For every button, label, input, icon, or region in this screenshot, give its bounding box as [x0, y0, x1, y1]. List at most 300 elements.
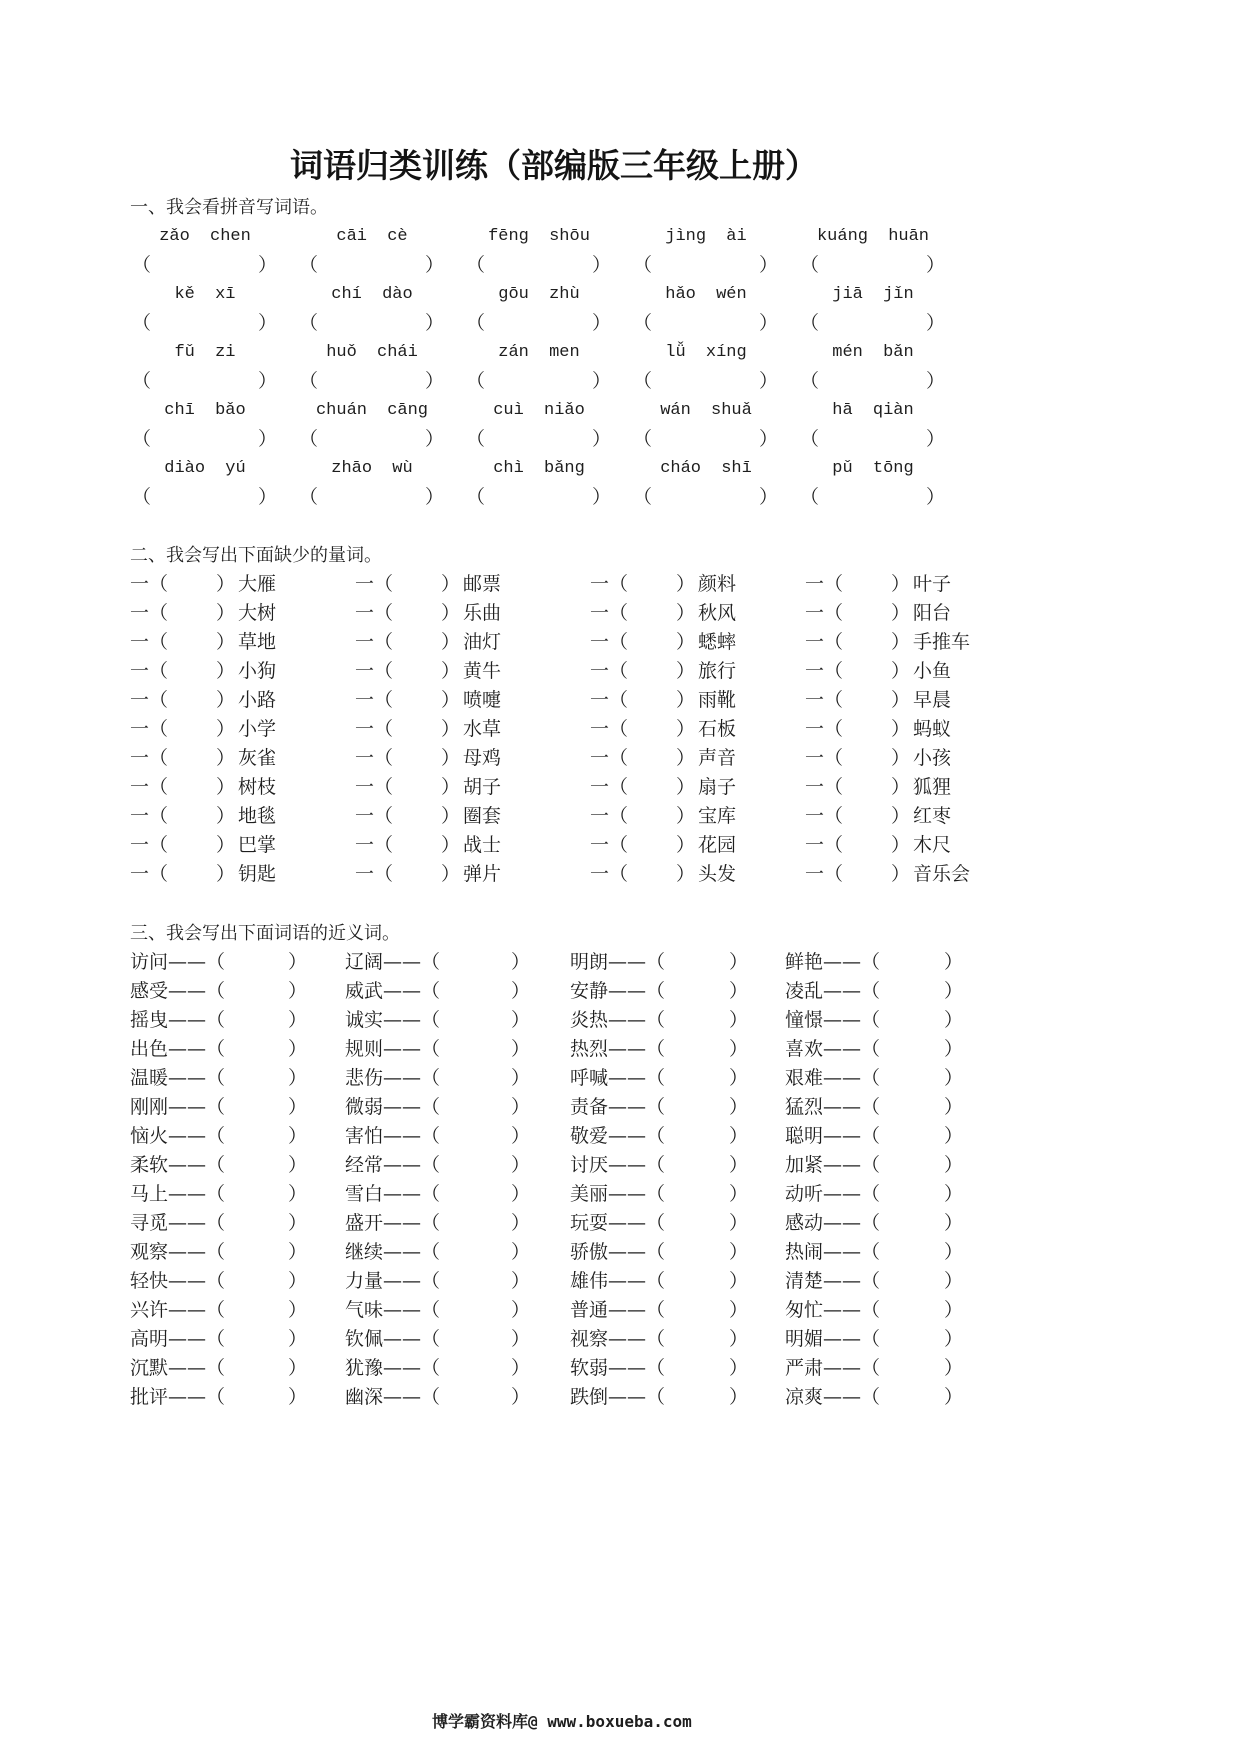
measure-word-prefix: 一（: [590, 689, 629, 711]
source-word: 雄伟: [570, 1270, 609, 1292]
noun-word: 石板: [698, 718, 737, 740]
noun-word: 战士: [463, 834, 502, 856]
pinyin-text: kě xī: [174, 285, 236, 304]
answer-bracket-close: ）: [729, 1299, 749, 1321]
answer-bracket-close: ）: [891, 834, 911, 856]
answer-bracket-close: ）: [592, 254, 612, 276]
answer-bracket-close: ）: [926, 254, 946, 276]
answer-bracket-close: ）: [729, 1038, 749, 1060]
noun-word: 小学: [238, 718, 277, 740]
answer-bracket-close: ）: [425, 370, 445, 392]
synonym-prefix: ——（: [383, 951, 441, 973]
answer-bracket-open: （: [633, 370, 653, 392]
source-word: 普通: [570, 1299, 609, 1321]
answer-bracket-close: ）: [891, 776, 911, 798]
synonym-prefix: ——（: [383, 1241, 441, 1263]
noun-word: 地毯: [238, 805, 277, 827]
answer-bracket-close: ）: [216, 602, 236, 624]
measure-word-prefix: 一（: [130, 602, 169, 624]
answer-bracket-close: ）: [511, 1386, 531, 1408]
answer-bracket-close: ）: [216, 573, 236, 595]
synonym-prefix: ——（: [608, 1270, 666, 1292]
synonym-prefix: ——（: [823, 980, 881, 1002]
measure-word-prefix: 一（: [590, 602, 629, 624]
answer-bracket-open: （: [299, 312, 319, 334]
answer-bracket-close: ）: [216, 747, 236, 769]
measure-word-prefix: 一（: [805, 689, 844, 711]
source-word: 害怕: [345, 1125, 384, 1147]
measure-word-prefix: 一（: [355, 863, 394, 885]
answer-bracket-close: ）: [216, 631, 236, 653]
answer-bracket-close: ）: [926, 312, 946, 334]
measure-word-prefix: 一（: [355, 747, 394, 769]
noun-word: 音乐会: [913, 863, 971, 885]
answer-bracket-close: ）: [944, 951, 964, 973]
answer-bracket-close: ）: [288, 1299, 308, 1321]
answer-bracket-close: ）: [288, 1183, 308, 1205]
synonym-prefix: ——（: [383, 1270, 441, 1292]
measure-word-prefix: 一（: [590, 573, 629, 595]
answer-bracket-close: ）: [676, 631, 696, 653]
measure-word-prefix: 一（: [130, 805, 169, 827]
answer-bracket-close: ）: [511, 1009, 531, 1031]
noun-word: 扇子: [698, 776, 737, 798]
answer-bracket-close: ）: [729, 1009, 749, 1031]
answer-bracket-close: ）: [729, 1154, 749, 1176]
measure-word-prefix: 一（: [130, 776, 169, 798]
source-word: 钦佩: [345, 1328, 384, 1350]
synonym-prefix: ——（: [608, 1328, 666, 1350]
pinyin-text: jìng ài: [665, 227, 747, 246]
synonym-prefix: ——（: [823, 951, 881, 973]
noun-word: 秋风: [698, 602, 737, 624]
measure-word-prefix: 一（: [805, 776, 844, 798]
answer-bracket-close: ）: [288, 1096, 308, 1118]
noun-word: 狐狸: [913, 776, 952, 798]
answer-bracket-close: ）: [288, 1009, 308, 1031]
synonym-prefix: ——（: [608, 1386, 666, 1408]
answer-bracket-close: ）: [676, 747, 696, 769]
pinyin-text: fēng shōu: [488, 227, 590, 246]
source-word: 憧憬: [785, 1009, 824, 1031]
answer-bracket-close: ）: [891, 718, 911, 740]
measure-word-prefix: 一（: [590, 863, 629, 885]
source-word: 犹豫: [345, 1357, 384, 1379]
answer-bracket-close: ）: [729, 1328, 749, 1350]
answer-bracket-close: ）: [511, 1212, 531, 1234]
answer-bracket-close: ）: [511, 1125, 531, 1147]
answer-bracket-open: （: [800, 312, 820, 334]
answer-bracket-close: ）: [729, 1270, 749, 1292]
source-word: 微弱: [345, 1096, 384, 1118]
pinyin-text: fǔ zi: [174, 343, 236, 362]
answer-bracket-close: ）: [288, 1154, 308, 1176]
synonym-prefix: ——（: [168, 1299, 226, 1321]
page-title: 词语归类训练（部编版三年级上册）: [290, 146, 818, 185]
answer-bracket-close: ）: [441, 747, 461, 769]
answer-bracket-open: （: [132, 486, 152, 508]
answer-bracket-close: ）: [511, 951, 531, 973]
answer-bracket-close: ）: [759, 312, 779, 334]
measure-word-prefix: 一（: [130, 573, 169, 595]
answer-bracket-close: ）: [759, 254, 779, 276]
answer-bracket-close: ）: [511, 1270, 531, 1292]
answer-bracket-close: ）: [441, 660, 461, 682]
answer-bracket-open: （: [800, 370, 820, 392]
measure-word-prefix: 一（: [355, 834, 394, 856]
synonym-prefix: ——（: [383, 1357, 441, 1379]
pinyin-text: diào yú: [164, 459, 246, 478]
measure-word-prefix: 一（: [805, 863, 844, 885]
noun-word: 花园: [698, 834, 737, 856]
synonym-prefix: ——（: [383, 980, 441, 1002]
noun-word: 声音: [698, 747, 737, 769]
answer-bracket-close: ）: [511, 1154, 531, 1176]
answer-bracket-close: ）: [511, 1357, 531, 1379]
answer-bracket-open: （: [132, 254, 152, 276]
answer-bracket-close: ）: [944, 1067, 964, 1089]
synonym-prefix: ——（: [168, 1038, 226, 1060]
noun-word: 钥匙: [238, 863, 277, 885]
answer-bracket-close: ）: [729, 1125, 749, 1147]
noun-word: 水草: [463, 718, 502, 740]
noun-word: 头发: [698, 863, 737, 885]
answer-bracket-close: ）: [216, 805, 236, 827]
noun-word: 喷嚏: [463, 689, 502, 711]
measure-word-prefix: 一（: [805, 660, 844, 682]
source-word: 轻快: [130, 1270, 169, 1292]
synonym-prefix: ——（: [823, 1096, 881, 1118]
source-word: 猛烈: [785, 1096, 824, 1118]
source-word: 聪明: [785, 1125, 824, 1147]
source-word: 兴许: [130, 1299, 169, 1321]
answer-bracket-open: （: [800, 486, 820, 508]
measure-word-prefix: 一（: [805, 631, 844, 653]
synonym-prefix: ——（: [823, 1183, 881, 1205]
synonym-prefix: ——（: [383, 1328, 441, 1350]
answer-bracket-close: ）: [944, 1299, 964, 1321]
noun-word: 旅行: [698, 660, 737, 682]
answer-bracket-close: ）: [944, 1328, 964, 1350]
answer-bracket-close: ）: [288, 1386, 308, 1408]
measure-word-prefix: 一（: [355, 718, 394, 740]
answer-bracket-close: ）: [288, 980, 308, 1002]
synonym-prefix: ——（: [823, 1299, 881, 1321]
pinyin-text: chì bǎng: [493, 459, 585, 478]
source-word: 刚刚: [130, 1096, 169, 1118]
synonym-prefix: ——（: [823, 1038, 881, 1060]
answer-bracket-close: ）: [759, 486, 779, 508]
answer-bracket-close: ）: [944, 1386, 964, 1408]
measure-word-prefix: 一（: [590, 805, 629, 827]
measure-word-prefix: 一（: [355, 631, 394, 653]
source-word: 清楚: [785, 1270, 824, 1292]
answer-bracket-close: ）: [425, 428, 445, 450]
answer-bracket-close: ）: [258, 486, 278, 508]
answer-bracket-open: （: [132, 370, 152, 392]
source-word: 凉爽: [785, 1386, 824, 1408]
answer-bracket-close: ）: [891, 689, 911, 711]
source-word: 观察: [130, 1241, 169, 1263]
answer-bracket-close: ）: [288, 1241, 308, 1263]
answer-bracket-close: ）: [425, 254, 445, 276]
answer-bracket-close: ）: [676, 805, 696, 827]
measure-word-prefix: 一（: [355, 805, 394, 827]
answer-bracket-close: ）: [944, 1038, 964, 1060]
noun-word: 手推车: [913, 631, 971, 653]
pinyin-text: hǎo wén: [665, 285, 747, 304]
noun-word: 红枣: [913, 805, 952, 827]
source-word: 加紧: [785, 1154, 824, 1176]
noun-word: 宝库: [698, 805, 737, 827]
noun-word: 雨靴: [698, 689, 737, 711]
synonym-prefix: ——（: [608, 1009, 666, 1031]
answer-bracket-close: ）: [729, 1096, 749, 1118]
noun-word: 小鱼: [913, 660, 952, 682]
answer-bracket-close: ）: [729, 980, 749, 1002]
answer-bracket-close: ）: [441, 631, 461, 653]
footer-watermark: 博学霸资料库@ www.boxueba.com: [432, 1712, 692, 1731]
source-word: 高明: [130, 1328, 169, 1350]
noun-word: 阳台: [913, 602, 952, 624]
source-word: 马上: [130, 1183, 169, 1205]
measure-word-prefix: 一（: [590, 718, 629, 740]
measure-word-prefix: 一（: [130, 689, 169, 711]
source-word: 呼喊: [570, 1067, 609, 1089]
source-word: 寻觅: [130, 1212, 169, 1234]
synonym-prefix: ——（: [168, 1386, 226, 1408]
noun-word: 弹片: [463, 863, 502, 885]
measure-word-prefix: 一（: [805, 805, 844, 827]
synonym-prefix: ——（: [823, 1067, 881, 1089]
answer-bracket-open: （: [466, 486, 486, 508]
answer-bracket-close: ）: [759, 370, 779, 392]
source-word: 雪白: [345, 1183, 384, 1205]
pinyin-text: zhāo wù: [331, 459, 413, 478]
answer-bracket-close: ）: [891, 573, 911, 595]
source-word: 规则: [345, 1038, 384, 1060]
pinyin-text: chī bǎo: [164, 401, 246, 420]
answer-bracket-close: ）: [592, 312, 612, 334]
measure-word-prefix: 一（: [130, 863, 169, 885]
synonym-prefix: ——（: [608, 980, 666, 1002]
pinyin-text: mén bǎn: [832, 343, 914, 362]
synonym-prefix: ——（: [608, 1299, 666, 1321]
answer-bracket-close: ）: [944, 1212, 964, 1234]
answer-bracket-close: ）: [729, 1212, 749, 1234]
measure-word-prefix: 一（: [130, 660, 169, 682]
synonym-prefix: ——（: [823, 1009, 881, 1031]
synonym-prefix: ——（: [608, 1067, 666, 1089]
answer-bracket-close: ）: [511, 1328, 531, 1350]
synonym-prefix: ——（: [383, 1212, 441, 1234]
answer-bracket-close: ）: [676, 689, 696, 711]
source-word: 跌倒: [570, 1386, 609, 1408]
answer-bracket-close: ）: [511, 1038, 531, 1060]
pinyin-text: cháo shī: [660, 459, 752, 478]
source-word: 柔软: [130, 1154, 169, 1176]
synonym-prefix: ——（: [608, 1241, 666, 1263]
section-2-heading: 二、我会写出下面缺少的量词。: [130, 545, 382, 566]
synonym-prefix: ——（: [168, 1096, 226, 1118]
pinyin-text: hā qiàn: [832, 401, 914, 420]
measure-word-prefix: 一（: [130, 747, 169, 769]
source-word: 艰难: [785, 1067, 824, 1089]
measure-word-prefix: 一（: [805, 747, 844, 769]
pinyin-text: gōu zhù: [498, 285, 580, 304]
answer-bracket-close: ）: [944, 1009, 964, 1031]
answer-bracket-open: （: [299, 428, 319, 450]
source-word: 责备: [570, 1096, 609, 1118]
measure-word-prefix: 一（: [590, 660, 629, 682]
synonym-prefix: ——（: [823, 1357, 881, 1379]
source-word: 软弱: [570, 1357, 609, 1379]
synonym-prefix: ——（: [168, 1270, 226, 1292]
synonym-prefix: ——（: [168, 1212, 226, 1234]
answer-bracket-open: （: [299, 254, 319, 276]
source-word: 幽深: [345, 1386, 384, 1408]
source-word: 诚实: [345, 1009, 384, 1031]
synonym-prefix: ——（: [168, 1125, 226, 1147]
answer-bracket-close: ）: [216, 834, 236, 856]
answer-bracket-close: ）: [288, 1125, 308, 1147]
noun-word: 木尺: [913, 834, 952, 856]
source-word: 盛开: [345, 1212, 384, 1234]
source-word: 热烈: [570, 1038, 609, 1060]
answer-bracket-close: ）: [891, 863, 911, 885]
pinyin-text: lǚ xíng: [665, 343, 747, 362]
synonym-prefix: ——（: [383, 1125, 441, 1147]
measure-word-prefix: 一（: [355, 689, 394, 711]
pinyin-text: pǔ tōng: [832, 459, 914, 478]
answer-bracket-close: ）: [258, 254, 278, 276]
source-word: 出色: [130, 1038, 169, 1060]
source-word: 热闹: [785, 1241, 824, 1263]
answer-bracket-close: ）: [258, 370, 278, 392]
measure-word-prefix: 一（: [805, 718, 844, 740]
source-word: 沉默: [130, 1357, 169, 1379]
source-word: 访问: [130, 951, 169, 973]
source-word: 骄傲: [570, 1241, 609, 1263]
answer-bracket-close: ）: [926, 486, 946, 508]
synonym-prefix: ——（: [823, 1270, 881, 1292]
answer-bracket-open: （: [633, 254, 653, 276]
source-word: 讨厌: [570, 1154, 609, 1176]
source-word: 凌乱: [785, 980, 824, 1002]
source-word: 感动: [785, 1212, 824, 1234]
source-word: 喜欢: [785, 1038, 824, 1060]
answer-bracket-open: （: [800, 428, 820, 450]
measure-word-prefix: 一（: [590, 631, 629, 653]
answer-bracket-close: ）: [216, 660, 236, 682]
pinyin-text: wán shuǎ: [660, 401, 752, 420]
measure-word-prefix: 一（: [590, 776, 629, 798]
noun-word: 小孩: [913, 747, 952, 769]
synonym-prefix: ——（: [168, 951, 226, 973]
answer-bracket-close: ）: [891, 805, 911, 827]
answer-bracket-close: ）: [944, 1241, 964, 1263]
noun-word: 草地: [238, 631, 277, 653]
source-word: 严肃: [785, 1357, 824, 1379]
noun-word: 大雁: [238, 573, 277, 595]
source-word: 安静: [570, 980, 609, 1002]
synonym-prefix: ——（: [383, 1067, 441, 1089]
answer-bracket-close: ）: [288, 1038, 308, 1060]
answer-bracket-close: ）: [511, 980, 531, 1002]
answer-bracket-close: ）: [926, 370, 946, 392]
measure-word-prefix: 一（: [130, 834, 169, 856]
pinyin-text: kuáng huān: [816, 227, 930, 246]
source-word: 继续: [345, 1241, 384, 1263]
source-word: 视察: [570, 1328, 609, 1350]
answer-bracket-open: （: [800, 254, 820, 276]
answer-bracket-close: ）: [729, 1067, 749, 1089]
source-word: 恼火: [130, 1125, 169, 1147]
noun-word: 小狗: [238, 660, 277, 682]
source-word: 美丽: [570, 1183, 609, 1205]
pinyin-text: huǒ chái: [326, 343, 418, 362]
answer-bracket-close: ）: [511, 1241, 531, 1263]
answer-bracket-close: ）: [676, 718, 696, 740]
measure-word-prefix: 一（: [590, 747, 629, 769]
answer-bracket-close: ）: [944, 1125, 964, 1147]
synonym-prefix: ——（: [608, 1183, 666, 1205]
synonym-prefix: ——（: [168, 1183, 226, 1205]
measure-word-prefix: 一（: [805, 573, 844, 595]
measure-word-prefix: 一（: [355, 776, 394, 798]
noun-word: 胡子: [463, 776, 502, 798]
synonym-prefix: ——（: [383, 1009, 441, 1031]
answer-bracket-open: （: [466, 254, 486, 276]
synonym-prefix: ——（: [168, 1067, 226, 1089]
answer-bracket-close: ）: [441, 689, 461, 711]
source-word: 气味: [345, 1299, 384, 1321]
synonym-prefix: ——（: [168, 1154, 226, 1176]
answer-bracket-close: ）: [729, 1241, 749, 1263]
answer-bracket-close: ）: [944, 980, 964, 1002]
answer-bracket-close: ）: [676, 776, 696, 798]
pinyin-text: jiā jǐn: [832, 285, 914, 304]
answer-bracket-close: ）: [944, 1183, 964, 1205]
answer-bracket-close: ）: [288, 1067, 308, 1089]
pinyin-text: cuì niǎo: [493, 401, 585, 420]
synonym-prefix: ——（: [383, 1299, 441, 1321]
source-word: 玩耍: [570, 1212, 609, 1234]
answer-bracket-close: ）: [729, 951, 749, 973]
synonym-prefix: ——（: [608, 1212, 666, 1234]
answer-bracket-open: （: [633, 428, 653, 450]
answer-bracket-close: ）: [676, 660, 696, 682]
answer-bracket-close: ）: [216, 776, 236, 798]
synonym-prefix: ——（: [383, 1183, 441, 1205]
answer-bracket-close: ）: [511, 1299, 531, 1321]
answer-bracket-close: ）: [441, 805, 461, 827]
synonym-prefix: ——（: [168, 1241, 226, 1263]
section-3-heading: 三、我会写出下面词语的近义词。: [130, 923, 400, 944]
source-word: 经常: [345, 1154, 384, 1176]
answer-bracket-close: ）: [891, 660, 911, 682]
noun-word: 黄牛: [463, 660, 502, 682]
answer-bracket-open: （: [132, 428, 152, 450]
source-word: 明媚: [785, 1328, 824, 1350]
source-word: 批评: [130, 1386, 169, 1408]
answer-bracket-close: ）: [216, 863, 236, 885]
section-1-heading: 一、我会看拼音写词语。: [130, 197, 328, 218]
source-word: 匆忙: [785, 1299, 824, 1321]
answer-bracket-close: ）: [729, 1183, 749, 1205]
answer-bracket-open: （: [633, 486, 653, 508]
pinyin-text: cāi cè: [336, 227, 408, 246]
